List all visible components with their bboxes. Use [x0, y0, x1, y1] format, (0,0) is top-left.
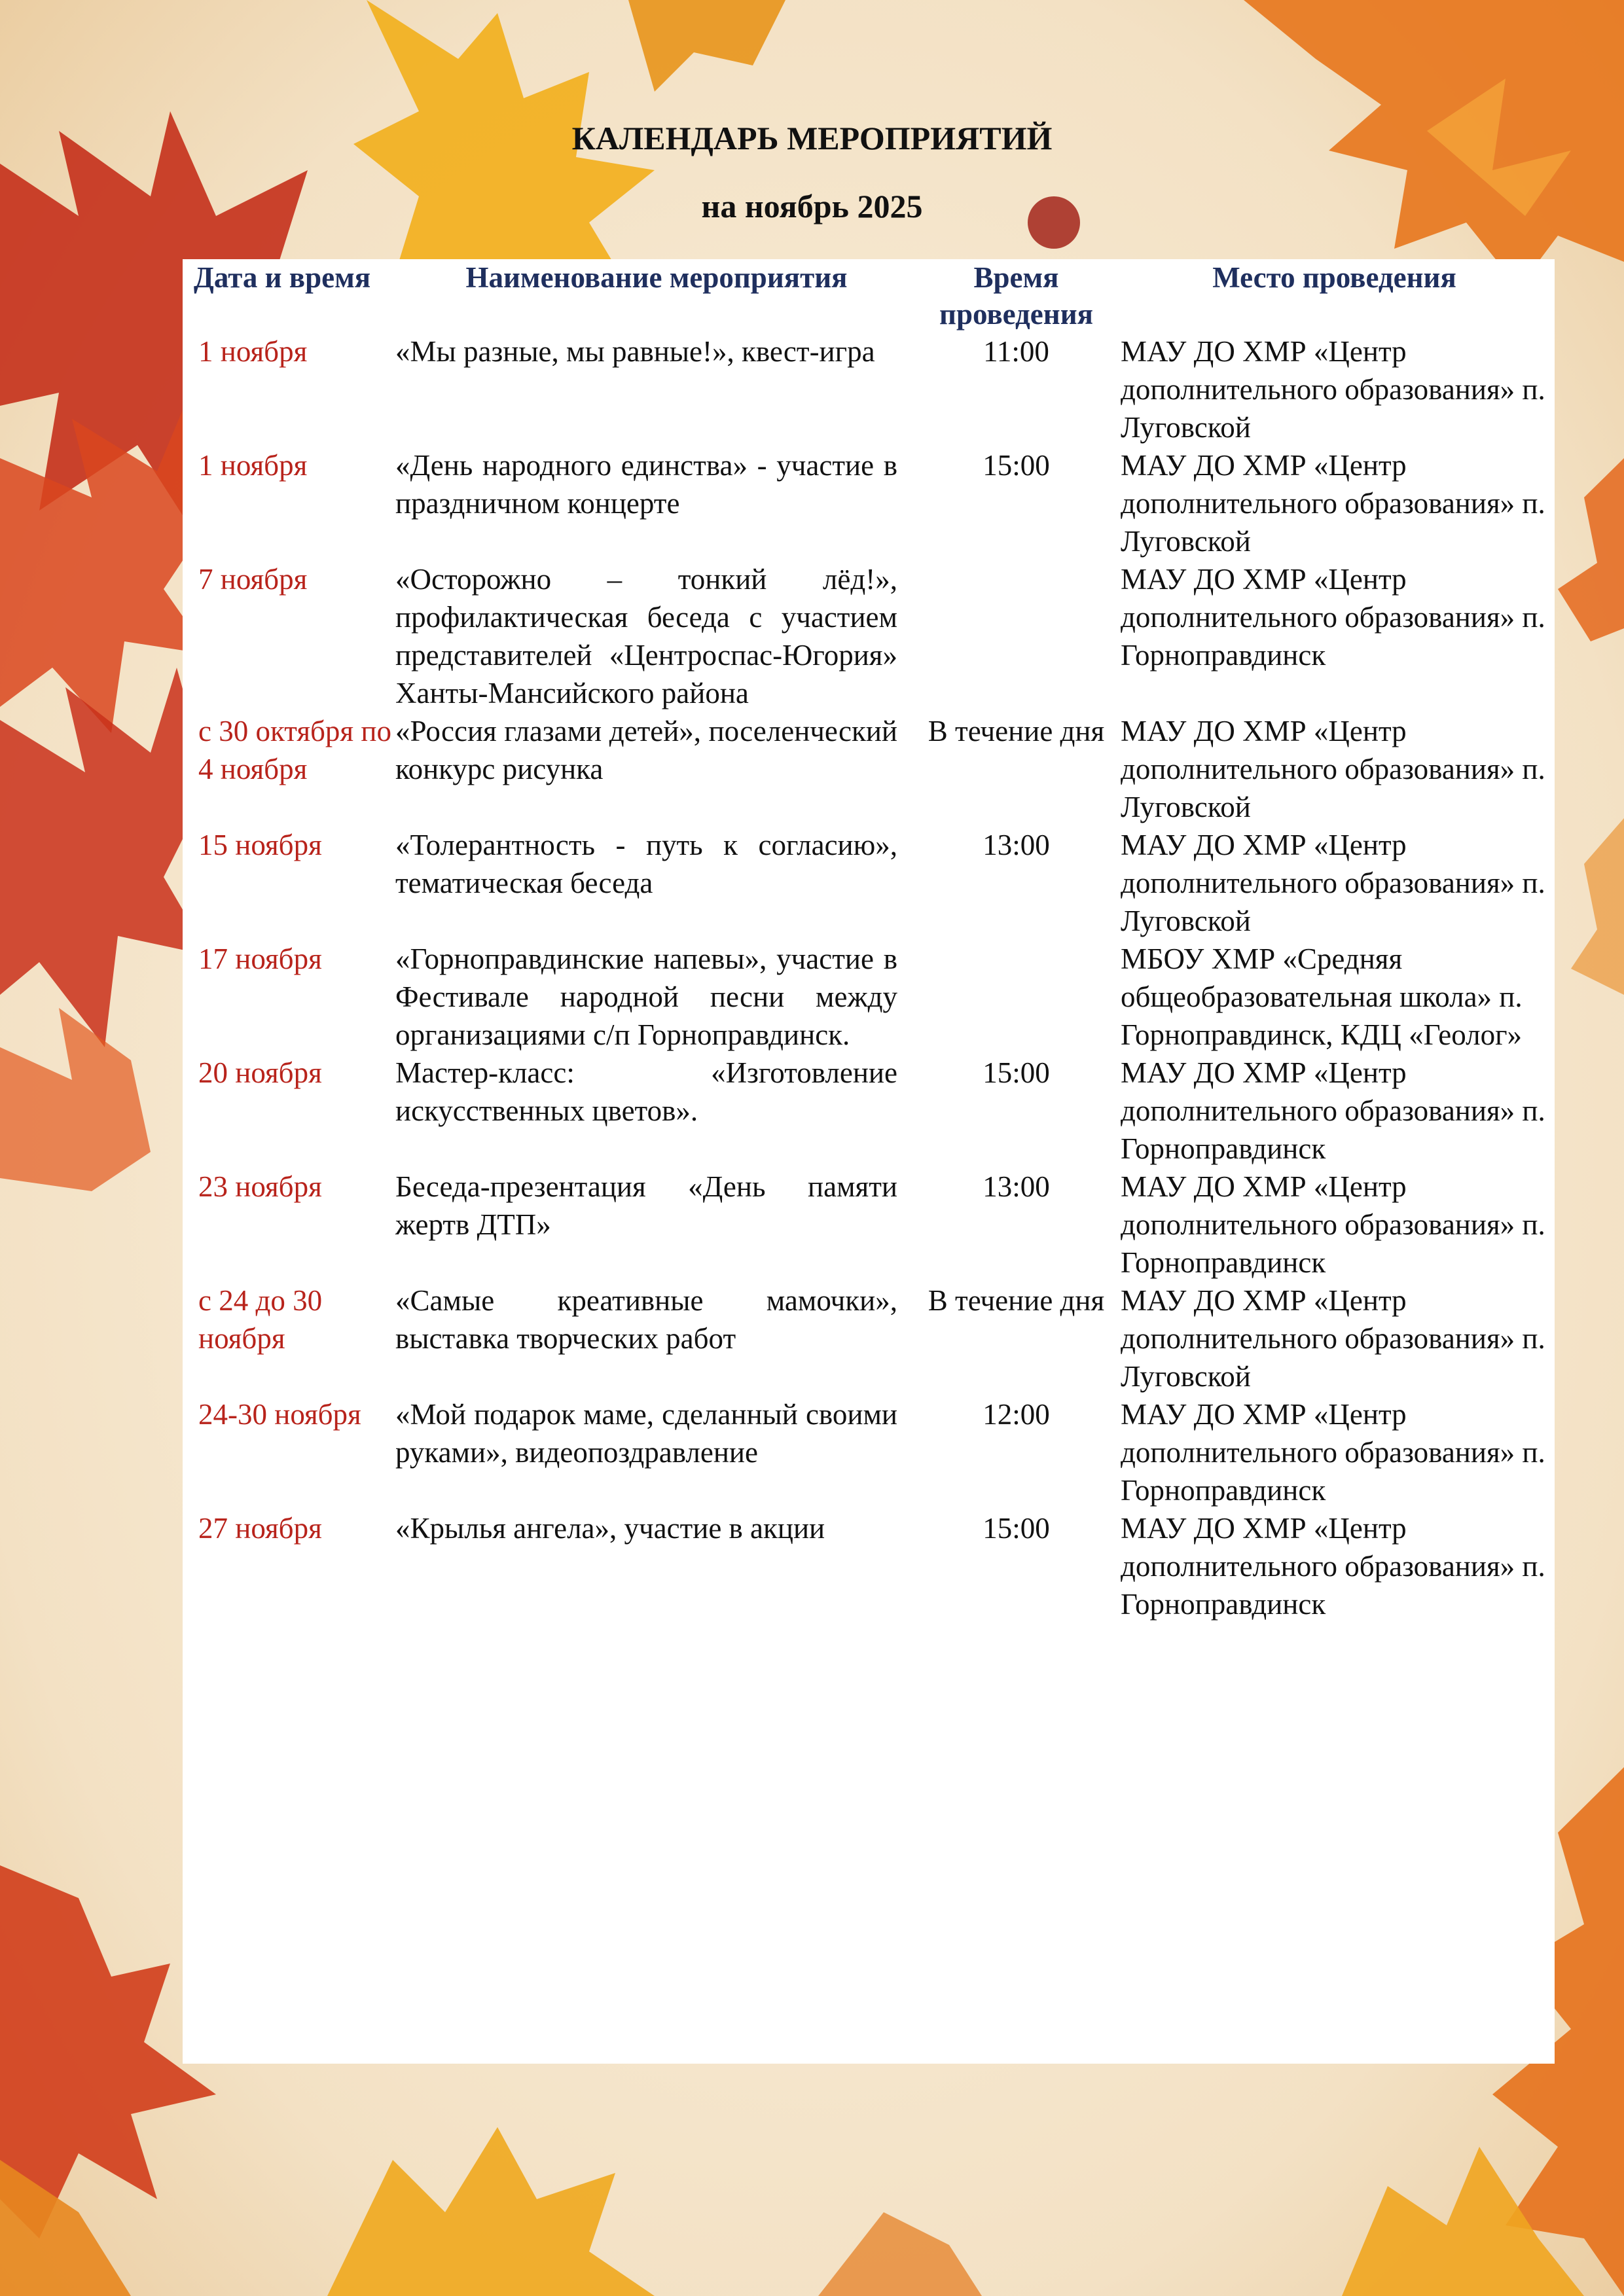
place-cell: МАУ ДО ХМР «Центр дополнительного образования» п. Луговской	[1121, 1284, 1545, 1393]
date-cell: 15 ноября	[198, 829, 322, 861]
event-name-cell: «Мы разные, мы равные!», квест-игра	[395, 335, 875, 368]
time-cell	[918, 940, 1114, 1054]
event-name-cell: Мастер-класс: «Изготовление искусственных цветов».	[395, 1056, 897, 1127]
events-table	[183, 259, 1555, 1623]
column-header-place: Место проведения	[1212, 261, 1456, 294]
time-cell: 12:00	[983, 1398, 1050, 1431]
time-cell	[918, 560, 1114, 712]
event-name-cell: «Мой подарок маме, сделанный своими руками», видеопоздравление	[395, 1398, 897, 1469]
table-row	[183, 1282, 1555, 1395]
table-row	[183, 332, 1555, 446]
date-cell: 1 ноября	[198, 335, 308, 368]
event-name-cell: «Горноправдинские напевы», участие в Фестивале народной песни между организациями с/п Горноправдинск.	[395, 942, 897, 1051]
place-cell: МАУ ДО ХМР «Центр дополнительного образования» п. Луговской	[1121, 449, 1545, 558]
event-name-cell: Беседа-презентация «День памяти жертв ДТП»	[395, 1170, 897, 1241]
date-cell: 7 ноября	[198, 563, 308, 596]
date-cell: 1 ноября	[198, 449, 308, 482]
event-name-cell: «Самые креативные мамочки», выставка творческих работ	[395, 1284, 897, 1355]
date-cell: с 30 октября по 4 ноября	[198, 715, 391, 785]
column-header-name: Наименование мероприятия	[465, 261, 848, 294]
table-row	[183, 1395, 1555, 1509]
time-cell: 13:00	[983, 829, 1050, 861]
table-row	[183, 826, 1555, 940]
place-cell: МАУ ДО ХМР «Центр дополнительного образования» п. Луговской	[1121, 829, 1545, 937]
date-cell: 23 ноября	[198, 1170, 322, 1203]
place-cell: МАУ ДО ХМР «Центр дополнительного образования» п. Луговской	[1121, 715, 1545, 823]
time-cell: 15:00	[983, 1056, 1050, 1089]
place-cell: МАУ ДО ХМР «Центр дополнительного образования» п. Горноправдинск	[1121, 563, 1545, 672]
table-row	[183, 1168, 1555, 1282]
date-cell: 24-30 ноября	[198, 1398, 361, 1431]
event-name-cell: «День народного единства» - участие в праздничном концерте	[395, 449, 897, 520]
date-cell: 27 ноября	[198, 1512, 322, 1545]
place-cell: МБОУ ХМР «Средняя общеобразовательная школа» п. Горноправдинск, КДЦ «Геолог»	[1121, 942, 1523, 1051]
date-cell: 20 ноября	[198, 1056, 322, 1089]
place-cell: МАУ ДО ХМР «Центр дополнительного образования» п. Горноправдинск	[1121, 1056, 1545, 1165]
event-name-cell: «Толерантность - путь к согласию», тематическая беседа	[395, 829, 897, 899]
column-header-time: Время проведения	[939, 261, 1093, 331]
events-table-container	[183, 259, 1555, 2064]
table-row	[183, 940, 1555, 1054]
place-cell: МАУ ДО ХМР «Центр дополнительного образования» п. Луговской	[1121, 335, 1545, 444]
time-cell: 11:00	[983, 335, 1049, 368]
place-cell: МАУ ДО ХМР «Центр дополнительного образования» п. Горноправдинск	[1121, 1512, 1545, 1621]
page-subtitle: на ноябрь 2025	[701, 188, 923, 224]
time-cell: 15:00	[983, 1512, 1050, 1545]
table-row	[183, 1054, 1555, 1168]
time-cell: В течение дня	[928, 715, 1105, 747]
table-header-row	[183, 259, 1555, 332]
event-name-cell: «Осторожно – тонкий лёд!», профилактическая беседа с участием представителей «Центроспас-Югория» Ханты-Мансийского района	[395, 563, 897, 709]
page-title: КАЛЕНДАРЬ МЕРОПРИЯТИЙ	[571, 120, 1053, 156]
time-cell: В течение дня	[928, 1284, 1105, 1317]
event-name-cell: «Россия глазами детей», поселенческий конкурс рисунка	[395, 715, 897, 785]
time-cell: 15:00	[983, 449, 1050, 482]
column-header-date: Дата и время	[193, 261, 371, 294]
place-cell: МАУ ДО ХМР «Центр дополнительного образования» п. Горноправдинск	[1121, 1170, 1545, 1279]
table-row	[183, 712, 1555, 826]
date-cell: с 24 до 30 ноября	[198, 1284, 323, 1355]
date-cell: 17 ноября	[198, 942, 322, 975]
table-row	[183, 446, 1555, 560]
table-row	[183, 1509, 1555, 1623]
event-name-cell: «Крылья ангела», участие в акции	[395, 1512, 825, 1545]
time-cell: 13:00	[983, 1170, 1050, 1203]
place-cell: МАУ ДО ХМР «Центр дополнительного образования» п. Горноправдинск	[1121, 1398, 1545, 1507]
table-row	[183, 560, 1555, 712]
